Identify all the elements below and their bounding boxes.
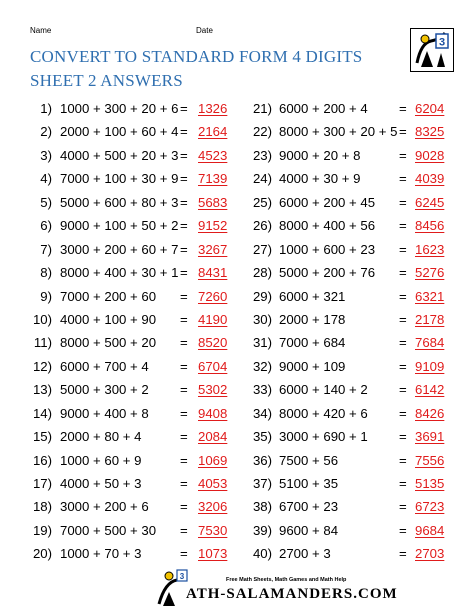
problem-expression: 7000 + 684 [279, 335, 346, 351]
problem-number: 35) [252, 429, 272, 445]
answer-value: 6321 [415, 288, 445, 304]
equals-sign: = [399, 499, 407, 515]
problem-expression: 4000 + 500 + 20 + 3 [60, 147, 179, 163]
answer-value: 2178 [415, 311, 445, 327]
equals-sign: = [399, 124, 407, 140]
equals-sign: = [180, 171, 188, 187]
answer-value: 8426 [415, 405, 445, 421]
problem-row [30, 144, 454, 167]
problem-expression: 1000 + 300 + 20 + 6 [60, 101, 179, 116]
problem-expression: 9000 + 100 + 50 + 2 [60, 218, 179, 234]
footer-tagline: Free Math Sheets, Math Games and Math Help [226, 577, 347, 583]
answer-value: 3267 [198, 241, 228, 257]
problem-number: 17) [32, 476, 52, 491]
problem-number: 38) [252, 499, 272, 515]
equals-sign: = [399, 147, 407, 163]
problem-expression: 7000 + 200 + 60 [60, 288, 157, 304]
answer-value: 7684 [415, 335, 445, 351]
answer-value: 1623 [415, 241, 445, 257]
problem-expression: 1000 + 60 + 9 [60, 452, 142, 468]
answer-value: 9152 [198, 218, 228, 234]
answer-value: 7530 [198, 522, 228, 538]
problem-number: 40) [252, 546, 272, 562]
answer-value: 2084 [198, 429, 228, 445]
problem-expression: 5000 + 600 + 80 + 3 [60, 194, 179, 210]
answer-value: 3691 [415, 429, 445, 445]
problem-expression: 4000 + 100 + 90 [60, 311, 157, 327]
problem-expression: 9000 + 20 + 8 [279, 147, 361, 163]
problem-row [30, 214, 454, 237]
equals-sign: = [180, 311, 188, 327]
problem-number: 36) [252, 452, 272, 468]
equals-sign: = [399, 546, 407, 562]
answer-value: 8431 [198, 265, 228, 281]
problem-row [30, 472, 454, 495]
problem-number: 15) [32, 429, 52, 445]
problem-expression: 2000 + 178 [279, 311, 346, 327]
problem-number: 21) [252, 101, 272, 116]
problem-expression: 8000 + 400 + 30 + 1 [60, 265, 179, 281]
equals-sign: = [399, 311, 407, 327]
equals-sign: = [399, 522, 407, 538]
answer-value: 6723 [415, 499, 445, 515]
equals-sign: = [399, 405, 407, 421]
answer-value: 4053 [198, 476, 228, 491]
answer-value: 3206 [198, 499, 228, 515]
problem-number: 12) [32, 358, 52, 374]
problem-number: 30) [252, 311, 272, 327]
answer-value: 5276 [415, 265, 445, 281]
equals-sign: = [180, 476, 188, 491]
answer-value: 5135 [415, 476, 445, 491]
equals-sign: = [399, 382, 407, 398]
worksheet-subtitle: SHEET 2 ANSWERS [30, 71, 183, 90]
problem-row [30, 425, 454, 448]
problem-row [30, 308, 454, 331]
equals-sign: = [180, 288, 188, 304]
problem-expression: 6000 + 321 [279, 288, 346, 304]
equals-sign: = [399, 241, 407, 257]
problem-expression: 7000 + 100 + 30 + 9 [60, 171, 179, 187]
answer-value: 8520 [198, 335, 228, 351]
equals-sign: = [180, 265, 188, 281]
problem-number: 16) [32, 452, 52, 468]
answer-value: 2164 [198, 124, 228, 140]
problem-number: 5) [40, 194, 52, 210]
problem-row [30, 331, 454, 354]
equals-sign: = [399, 171, 407, 187]
problem-row [30, 542, 454, 565]
problem-number: 20) [32, 546, 52, 562]
equals-sign: = [180, 218, 188, 234]
problem-expression: 6000 + 140 + 2 [279, 382, 368, 398]
equals-sign: = [399, 194, 407, 210]
problem-number: 39) [252, 522, 272, 538]
answer-value: 4523 [198, 147, 228, 163]
answer-value: 4039 [415, 171, 445, 187]
problem-expression: 1000 + 600 + 23 [279, 241, 376, 257]
answer-value: 4190 [198, 311, 228, 327]
answer-value: 9109 [415, 358, 445, 374]
worksheet-title: CONVERT TO STANDARD FORM 4 DIGITS [30, 47, 363, 66]
equals-sign: = [180, 382, 188, 398]
problem-row [30, 495, 454, 518]
problem-number: 3) [40, 147, 52, 163]
problem-number: 33) [252, 382, 272, 398]
equals-sign: = [399, 288, 407, 304]
problem-expression: 3000 + 200 + 60 + 7 [60, 241, 179, 257]
problem-expression: 1000 + 70 + 3 [60, 546, 142, 562]
equals-sign: = [180, 241, 188, 257]
answer-grid [30, 97, 454, 566]
problem-number: 2) [40, 124, 52, 140]
answer-value: 2703 [415, 546, 445, 562]
problem-expression: 9600 + 84 [279, 522, 339, 538]
problem-row [30, 191, 454, 214]
problem-number: 1) [40, 101, 52, 116]
equals-sign: = [399, 476, 407, 491]
answer-value: 6142 [415, 382, 445, 398]
problem-number: 27) [252, 241, 272, 257]
problem-number: 8) [40, 265, 52, 281]
answer-value: 9408 [198, 405, 228, 421]
equals-sign: = [180, 124, 188, 140]
problem-row [30, 261, 454, 284]
equals-sign: = [399, 335, 407, 351]
problem-expression: 3000 + 690 + 1 [279, 429, 368, 445]
equals-sign: = [180, 101, 188, 116]
salamander-logo [410, 28, 454, 72]
problem-expression: 5000 + 200 + 76 [279, 265, 376, 281]
problem-expression: 8000 + 400 + 56 [279, 218, 376, 234]
equals-sign: = [399, 218, 407, 234]
problem-expression: 7000 + 500 + 30 [60, 522, 157, 538]
answer-value: 1069 [198, 452, 228, 468]
problem-number: 4) [40, 171, 52, 187]
problem-number: 34) [252, 405, 272, 421]
answer-value: 7260 [198, 288, 228, 304]
problem-row [30, 355, 454, 378]
equals-sign: = [399, 429, 407, 445]
problem-expression: 8000 + 500 + 20 [60, 335, 157, 351]
problem-row [30, 519, 454, 542]
equals-sign: = [180, 147, 188, 163]
problem-expression: 5100 + 35 [279, 476, 339, 491]
problem-expression: 9000 + 400 + 8 [60, 405, 149, 421]
equals-sign: = [180, 405, 188, 421]
problem-number: 32) [252, 358, 272, 374]
equals-sign: = [180, 429, 188, 445]
equals-sign: = [180, 358, 188, 374]
problem-expression: 5000 + 300 + 2 [60, 382, 149, 398]
problem-number: 28) [252, 265, 272, 281]
answer-value: 7139 [198, 171, 228, 187]
answer-value: 9028 [415, 147, 445, 163]
equals-sign: = [180, 546, 188, 562]
footer-logo-digit: 3 [179, 572, 185, 581]
problem-number: 19) [32, 522, 52, 538]
problem-expression: 8000 + 420 + 6 [279, 405, 368, 421]
equals-sign: = [399, 452, 407, 468]
problem-number: 23) [252, 147, 272, 163]
problem-expression: 6000 + 700 + 4 [60, 358, 149, 374]
answer-value: 5302 [198, 382, 228, 398]
problem-number: 25) [252, 194, 272, 210]
answer-value: 6704 [198, 358, 228, 374]
problem-number: 29) [252, 288, 272, 304]
problem-number: 13) [32, 382, 52, 398]
problem-row [30, 449, 454, 472]
date-label: Date [196, 26, 213, 35]
problem-number: 11) [33, 335, 52, 351]
problem-number: 10) [32, 311, 52, 327]
problem-row [30, 120, 454, 143]
problem-number: 6) [40, 218, 52, 234]
problem-row [30, 402, 454, 425]
footer-brand: ATH-SALAMANDERS.COM [186, 586, 398, 602]
problem-number: 37) [252, 476, 272, 491]
problem-expression: 6700 + 23 [279, 499, 339, 515]
salamander-logo-icon [411, 29, 452, 70]
equals-sign: = [180, 452, 188, 468]
equals-sign: = [180, 194, 188, 210]
equals-sign: = [399, 101, 407, 116]
problem-number: 9) [40, 288, 52, 304]
problem-number: 22) [252, 124, 272, 140]
problem-row [30, 97, 454, 120]
problem-number: 7) [40, 241, 52, 257]
name-label: Name [30, 26, 52, 35]
problem-expression: 3000 + 200 + 6 [60, 499, 149, 515]
answer-value: 1326 [198, 101, 228, 116]
equals-sign: = [399, 358, 407, 374]
problem-expression: 2700 + 3 [279, 546, 331, 562]
answer-value: 6204 [415, 101, 445, 116]
problem-row [30, 167, 454, 190]
problem-expression: 8000 + 300 + 20 + 5 [279, 124, 398, 140]
problem-number: 31) [252, 335, 272, 351]
problem-row [30, 378, 454, 401]
problem-number: 26) [252, 218, 272, 234]
equals-sign: = [180, 335, 188, 351]
problem-expression: 2000 + 100 + 60 + 4 [60, 124, 179, 140]
answer-value: 8456 [415, 218, 445, 234]
logo-digit: 3 [438, 36, 446, 49]
problem-row [30, 285, 454, 308]
problem-expression: 6000 + 200 + 4 [279, 101, 368, 116]
problem-expression: 2000 + 80 + 4 [60, 429, 142, 445]
answer-value: 6245 [415, 194, 445, 210]
answer-value: 7556 [415, 452, 445, 468]
problem-number: 14) [32, 405, 52, 421]
problem-row [30, 238, 454, 261]
problem-number: 18) [32, 499, 52, 515]
problem-expression: 9000 + 109 [279, 358, 346, 374]
equals-sign: = [399, 265, 407, 281]
answer-value: 9684 [415, 522, 445, 538]
equals-sign: = [180, 522, 188, 538]
problem-expression: 7500 + 56 [279, 452, 339, 468]
answer-value: 1073 [198, 546, 228, 562]
problem-expression: 4000 + 50 + 3 [60, 476, 142, 491]
answer-value: 8325 [415, 124, 445, 140]
problem-expression: 6000 + 200 + 45 [279, 194, 376, 210]
problem-expression: 4000 + 30 + 9 [279, 171, 361, 187]
problem-number: 24) [252, 171, 272, 187]
equals-sign: = [180, 499, 188, 515]
answer-value: 5683 [198, 194, 228, 210]
